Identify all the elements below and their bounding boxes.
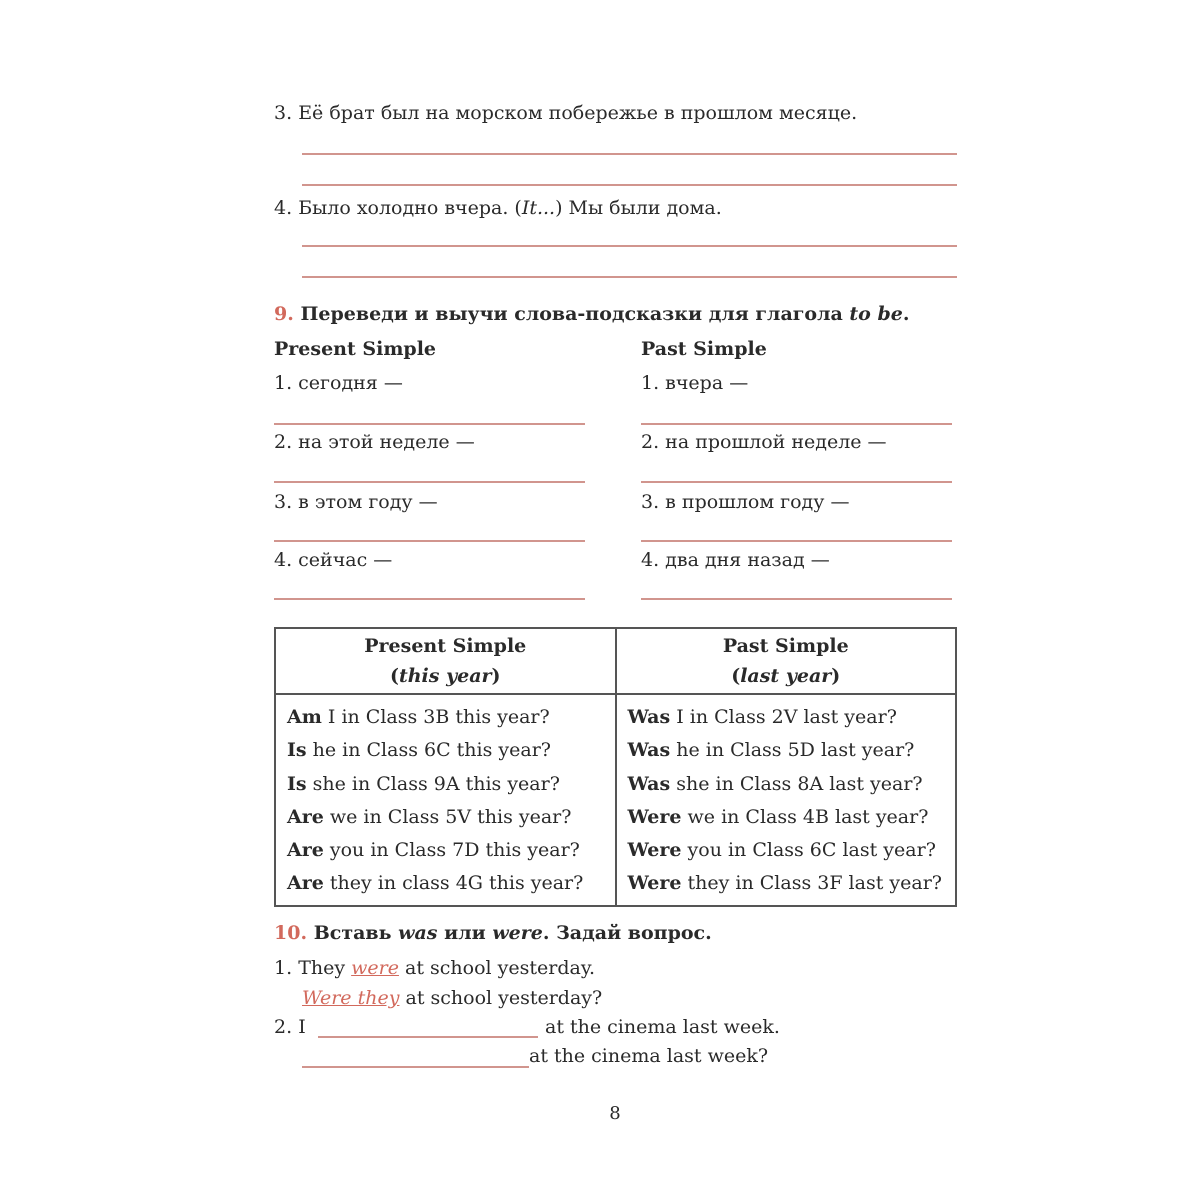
table-row bbox=[287, 834, 607, 867]
rest: he in Class 5D last year? bbox=[670, 739, 915, 762]
verb: Is bbox=[287, 739, 307, 762]
item-number: 1. bbox=[274, 957, 293, 979]
rest: we in Class 5V this year? bbox=[323, 805, 572, 828]
table-row bbox=[287, 801, 607, 834]
present-word-4: 4. сейчас — bbox=[274, 549, 393, 571]
verb: Were bbox=[627, 872, 682, 895]
verb: Am bbox=[287, 706, 322, 728]
task-instruction: Переведи и выучи слова-подсказки для глагола bbox=[300, 303, 850, 325]
table-row bbox=[287, 768, 607, 801]
table-row bbox=[287, 867, 607, 900]
task-10-title bbox=[274, 921, 712, 945]
verb: Are bbox=[287, 839, 324, 862]
header-sub: this year bbox=[398, 665, 492, 687]
task-instruction: . Задай вопрос. bbox=[542, 922, 712, 944]
answer-line[interactable] bbox=[641, 423, 952, 425]
answer-line[interactable] bbox=[302, 245, 957, 247]
rest: we in Class 4B last year? bbox=[681, 805, 929, 828]
task-number: 10. bbox=[274, 922, 308, 944]
table-header-row bbox=[275, 628, 956, 694]
item-number: 4. bbox=[274, 197, 293, 219]
answer-line[interactable] bbox=[302, 184, 957, 186]
table-row bbox=[628, 834, 948, 867]
exercise-2-statement-rest: at the cinema last week. bbox=[545, 1016, 780, 1038]
header-title: Past Simple bbox=[722, 635, 849, 657]
present-word-2: 2. на этой неделе — bbox=[274, 431, 475, 453]
item-number: 2. bbox=[274, 1016, 293, 1038]
task-instruction-italic: to be bbox=[849, 303, 903, 325]
answer-line[interactable] bbox=[302, 153, 957, 155]
table-row bbox=[628, 801, 948, 834]
punct: . bbox=[902, 303, 910, 325]
verb: Are bbox=[287, 805, 324, 828]
answer-line[interactable] bbox=[302, 276, 957, 278]
table-row bbox=[628, 734, 948, 767]
item-text: Её брат был на морском побережье в прошлом месяце. bbox=[298, 102, 858, 124]
item-text: at school yesterday. bbox=[398, 957, 596, 979]
table-row bbox=[628, 701, 948, 734]
table-body-row bbox=[275, 694, 956, 906]
past-word-1: 1. вчера — bbox=[641, 372, 749, 394]
rest: they in class 4G this year? bbox=[323, 872, 584, 895]
past-word-2: 2. на прошлой неделе — bbox=[641, 431, 887, 453]
item-hint: It... bbox=[521, 197, 556, 219]
item-text: I bbox=[298, 1016, 306, 1038]
answer-line[interactable] bbox=[274, 481, 585, 483]
past-word-4: 4. два дня назад — bbox=[641, 549, 830, 571]
item-text: ) Мы были дома. bbox=[555, 197, 722, 219]
word-were: were bbox=[492, 922, 543, 944]
answer-line[interactable] bbox=[641, 540, 952, 542]
present-word-3: 3. в этом году — bbox=[274, 491, 438, 513]
example-question bbox=[302, 986, 602, 1010]
answer-line[interactable] bbox=[274, 598, 585, 600]
task-9-title bbox=[274, 302, 909, 326]
verb: Are bbox=[287, 872, 324, 895]
task-number: 9. bbox=[274, 303, 294, 325]
item-text: at school yesterday? bbox=[399, 987, 603, 1009]
rest: she in Class 9A this year? bbox=[306, 772, 560, 795]
task-instruction: Вставь bbox=[313, 922, 399, 944]
example-answer: were bbox=[351, 957, 399, 979]
rest: you in Class 6C last year? bbox=[681, 839, 936, 862]
task-instruction: или bbox=[437, 922, 493, 944]
rest: they in Class 3F last year? bbox=[681, 872, 942, 895]
example-sentence bbox=[274, 956, 595, 980]
rest: you in Class 7D this year? bbox=[323, 839, 580, 862]
verb: Is bbox=[287, 772, 307, 795]
table-row bbox=[628, 867, 948, 900]
verb: Was bbox=[627, 739, 671, 762]
rest: I in Class 2V last year? bbox=[670, 706, 897, 728]
rest: I in Class 3B this year? bbox=[321, 706, 550, 728]
verb: Was bbox=[627, 772, 671, 795]
table-row bbox=[287, 701, 607, 734]
past-simple-heading: Past Simple bbox=[641, 338, 767, 360]
page-number: 8 bbox=[609, 1103, 621, 1124]
item-text: They bbox=[298, 957, 352, 979]
answer-line[interactable] bbox=[274, 423, 585, 425]
header-title: Present Simple bbox=[364, 635, 527, 657]
answer-line[interactable] bbox=[641, 598, 952, 600]
present-questions-cell bbox=[275, 694, 616, 906]
present-word-1: 1. сегодня — bbox=[274, 372, 403, 394]
to-be-questions-table bbox=[274, 627, 957, 907]
table-header-present: Present Simple (this year) bbox=[275, 628, 616, 694]
exercise-item-3 bbox=[274, 101, 857, 125]
answer-line[interactable] bbox=[641, 481, 952, 483]
example-answer: Were they bbox=[302, 987, 400, 1009]
table-header-past: Past Simple (last year) bbox=[616, 628, 957, 694]
exercise-2-statement-label bbox=[274, 1015, 306, 1039]
table-row bbox=[628, 768, 948, 801]
word-was: was bbox=[398, 922, 438, 944]
verb: Were bbox=[627, 805, 682, 828]
verb: Were bbox=[627, 839, 682, 862]
present-simple-heading: Present Simple bbox=[274, 338, 437, 360]
exercise-2-question-rest: at the cinema last week? bbox=[529, 1045, 769, 1067]
item-text: Было холодно вчера. ( bbox=[298, 197, 522, 219]
exercise-item-4 bbox=[274, 196, 722, 220]
past-questions-cell bbox=[616, 694, 957, 906]
answer-line[interactable] bbox=[274, 540, 585, 542]
verb: Was bbox=[627, 706, 671, 728]
rest: he in Class 6C this year? bbox=[306, 739, 551, 762]
answer-line[interactable] bbox=[302, 1066, 529, 1068]
rest: she in Class 8A last year? bbox=[670, 772, 923, 795]
header-sub: last year bbox=[740, 665, 832, 687]
answer-line[interactable] bbox=[318, 1036, 538, 1038]
past-word-3: 3. в прошлом году — bbox=[641, 491, 850, 513]
item-number: 3. bbox=[274, 102, 293, 124]
table-row bbox=[287, 734, 607, 767]
